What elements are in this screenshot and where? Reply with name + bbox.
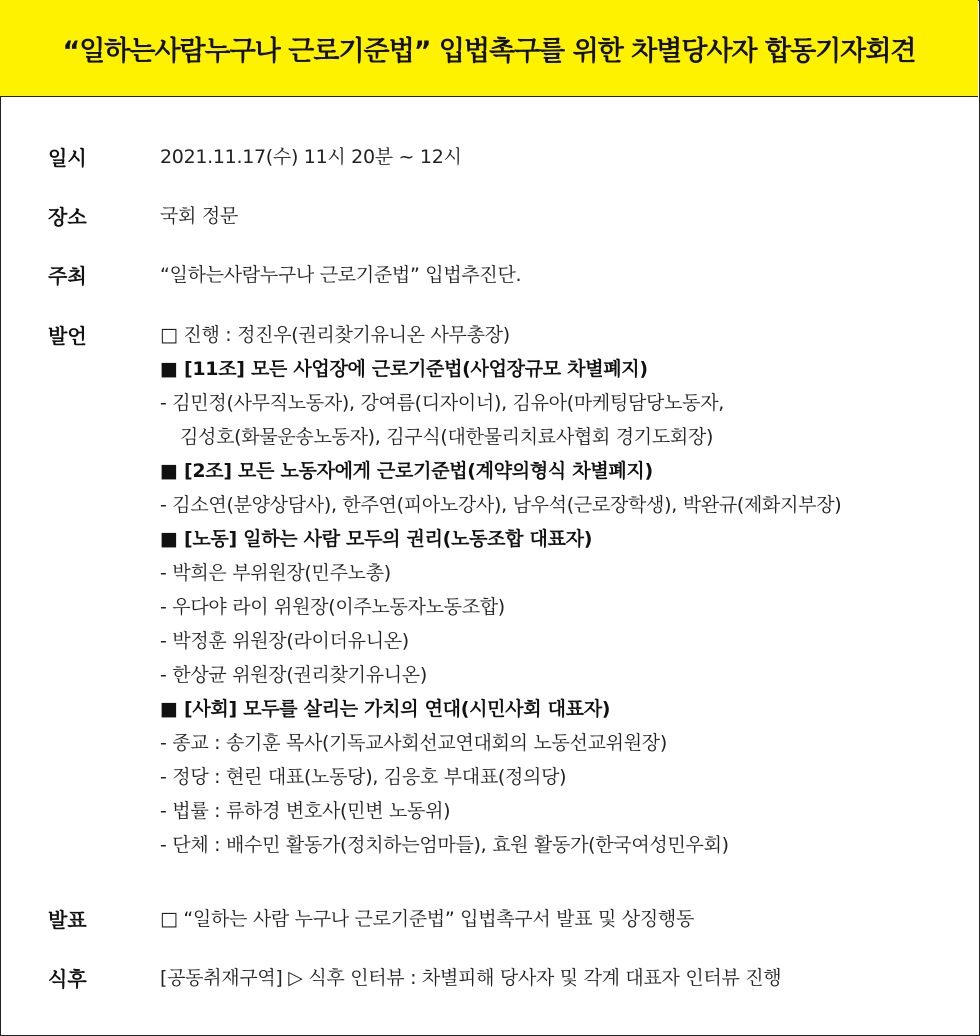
speech-heading-labor: ■ [노동] 일하는 사람 모두의 권리(노동조합 대표자): [160, 528, 593, 550]
date-value: 2021.11.17(수) 11시 20분 ~ 12시: [160, 146, 462, 168]
speech-line: - 정당 : 현린 대표(노동당), 김응호 부대표(정의당): [160, 766, 567, 788]
host-label: 주최: [48, 264, 87, 288]
speech-line: - 법률 : 류하경 변호사(민변 노동위): [160, 800, 451, 822]
speech-line: - 박정훈 위원장(라이더유니온): [160, 630, 409, 652]
speech-line: - 우다야 라이 위원장(이주노동자노동조합): [160, 596, 505, 618]
speeches-label: 발언: [48, 324, 87, 348]
speech-line: - 김소연(분양상담사), 한주연(피아노강사), 남우석(근로장학생), 박완규(제화지부장): [160, 494, 842, 516]
speech-line: - 김민정(사무직노동자), 강여름(디자이너), 김유아(마케팅담당노동자,: [160, 392, 725, 414]
announcement-label: 발표: [48, 908, 87, 932]
speech-line: - 단체 : 배수민 활동가(정치하는엄마들), 효원 활동가(한국여성민우회): [160, 834, 729, 856]
speech-line: 김성호(화물운송노동자), 김구식(대한물리치료사협회 경기도회장): [180, 426, 714, 448]
page-title: “일하는사람누구나 근로기준법” 입법촉구를 위한 차별당사자 합동기자회견: [0, 0, 978, 97]
after-label: 식후: [48, 967, 87, 991]
place-label: 장소: [48, 205, 87, 229]
date-label: 일시: [48, 146, 87, 170]
speech-line: - 한상균 위원장(권리찾기유니온): [160, 664, 427, 686]
after-value: [공동취재구역] ▷ 식후 인터뷰 : 차별피해 당사자 및 각계 대표자 인터뷰 진행: [160, 967, 782, 989]
speech-heading-article2: ■ [2조] 모든 노동자에게 근로기준법(계약의형식 차별폐지): [160, 460, 653, 482]
speech-line: - 박희은 부위원장(민주노총): [160, 562, 391, 584]
announcement-value: □ “일하는 사람 누구나 근로기준법” 입법촉구서 발표 및 상징행동: [160, 908, 695, 930]
speech-heading-article11: ■ [11조] 모든 사업장에 근로기준법(사업장규모 차별폐지): [160, 358, 648, 380]
host-value: “일하는사람누구나 근로기준법” 입법추진단.: [160, 264, 522, 286]
speech-line: - 종교 : 송기훈 목사(기독교사회선교연대회의 노동선교위원장): [160, 732, 667, 754]
place-value: 국회 정문: [160, 205, 238, 227]
speech-heading-society: ■ [사회] 모두를 살리는 가치의 연대(시민사회 대표자): [160, 698, 611, 720]
speech-line-moderator: □ 진행 : 정진우(권리찾기유니온 사무총장): [160, 324, 510, 346]
